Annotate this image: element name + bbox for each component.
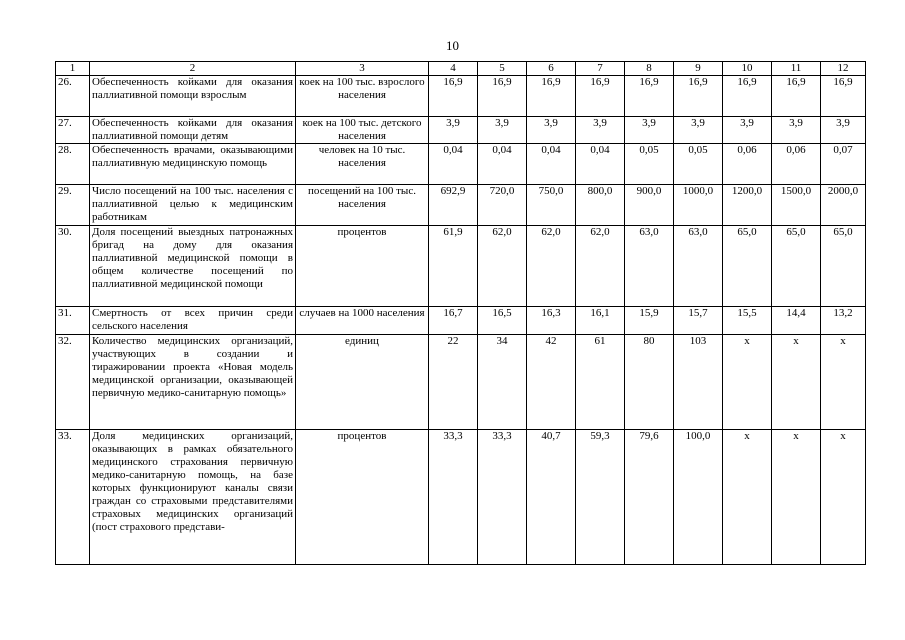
header-cell: 4 xyxy=(429,62,478,76)
value-cell: 3,9 xyxy=(576,117,625,144)
indicator-name: Доля медицинских организаций, оказывающих в рамках обязательного медицинского страхования первичную медико-санитарную помощь, на базе которых функционируют каналы связи граждан со страховыми представителями страховых медицинских организаций (пост страхового представи- xyxy=(90,430,296,565)
value-cell: 0,05 xyxy=(674,144,723,185)
value-cell: 59,3 xyxy=(576,430,625,565)
value-cell: 65,0 xyxy=(821,226,866,307)
value-cell: 62,0 xyxy=(478,226,527,307)
row-number: 30. xyxy=(56,226,90,307)
value-cell: х xyxy=(723,430,772,565)
value-cell: 16,9 xyxy=(429,76,478,117)
value-cell: 65,0 xyxy=(772,226,821,307)
value-cell: 16,9 xyxy=(576,76,625,117)
value-cell: 16,9 xyxy=(478,76,527,117)
unit-cell: человек на 10 тыс. населения xyxy=(296,144,429,185)
page-number: 10 xyxy=(446,38,459,53)
value-cell: 79,6 xyxy=(625,430,674,565)
value-cell: 33,3 xyxy=(478,430,527,565)
header-cell: 9 xyxy=(674,62,723,76)
header-cell: 1 xyxy=(56,62,90,76)
value-cell: 16,9 xyxy=(674,76,723,117)
value-cell: 3,9 xyxy=(478,117,527,144)
value-cell: 16,1 xyxy=(576,307,625,335)
header-cell: 5 xyxy=(478,62,527,76)
value-cell: х xyxy=(821,335,866,430)
header-cell: 11 xyxy=(772,62,821,76)
value-cell: х xyxy=(772,335,821,430)
header-cell: 8 xyxy=(625,62,674,76)
value-cell: 62,0 xyxy=(576,226,625,307)
value-cell: х xyxy=(723,335,772,430)
table-row xyxy=(56,335,866,430)
value-cell: 16,5 xyxy=(478,307,527,335)
value-cell: 3,9 xyxy=(821,117,866,144)
row-number: 26. xyxy=(56,76,90,117)
table-row xyxy=(56,117,866,144)
table-row xyxy=(56,144,866,185)
unit-cell: посещений на 100 тыс. населения xyxy=(296,185,429,226)
value-cell: 3,9 xyxy=(772,117,821,144)
value-cell: 900,0 xyxy=(625,185,674,226)
value-cell: 16,9 xyxy=(723,76,772,117)
indicator-name: Количество медицинских организаций, участвующих в создании и тиражировании проекта «Новая модель медицинской организации, оказывающей первичную медико-санитарную помощь» xyxy=(90,335,296,430)
value-cell: 0,04 xyxy=(576,144,625,185)
unit-cell: коек на 100 тыс. взрослого населения xyxy=(296,76,429,117)
value-cell: 16,7 xyxy=(429,307,478,335)
value-cell: 750,0 xyxy=(527,185,576,226)
row-number: 33. xyxy=(56,430,90,565)
indicator-name: Обеспеченность койками для оказания паллиативной помощи взрослым xyxy=(90,76,296,117)
value-cell: 13,2 xyxy=(821,307,866,335)
table-row xyxy=(56,430,866,565)
value-cell: 3,9 xyxy=(625,117,674,144)
value-cell: 65,0 xyxy=(723,226,772,307)
row-number: 31. xyxy=(56,307,90,335)
value-cell: 0,04 xyxy=(478,144,527,185)
indicator-name: Смертность от всех причин среди сельского населения xyxy=(90,307,296,335)
value-cell: 14,4 xyxy=(772,307,821,335)
value-cell: 0,04 xyxy=(527,144,576,185)
value-cell: 16,3 xyxy=(527,307,576,335)
header-cell: 2 xyxy=(90,62,296,76)
value-cell: 1000,0 xyxy=(674,185,723,226)
value-cell: х xyxy=(772,430,821,565)
value-cell: 34 xyxy=(478,335,527,430)
unit-cell: случаев на 1000 населения xyxy=(296,307,429,335)
value-cell: 0,05 xyxy=(625,144,674,185)
indicator-name: Обеспеченность койками для оказания паллиативной помощи детям xyxy=(90,117,296,144)
indicator-name: Обеспеченность врачами, оказывающими паллиативную медицинскую помощь xyxy=(90,144,296,185)
table-row xyxy=(56,307,866,335)
value-cell: 63,0 xyxy=(674,226,723,307)
indicator-name: Число посещений на 100 тыс. населения с паллиативной целью к медицинским работникам xyxy=(90,185,296,226)
value-cell: 103 xyxy=(674,335,723,430)
header-cell: 12 xyxy=(821,62,866,76)
header-cell: 3 xyxy=(296,62,429,76)
row-number: 32. xyxy=(56,335,90,430)
header-cell: 7 xyxy=(576,62,625,76)
value-cell: 1200,0 xyxy=(723,185,772,226)
value-cell: 63,0 xyxy=(625,226,674,307)
value-cell: 40,7 xyxy=(527,430,576,565)
value-cell: 16,9 xyxy=(772,76,821,117)
value-cell: 800,0 xyxy=(576,185,625,226)
unit-cell: единиц xyxy=(296,335,429,430)
value-cell: 33,3 xyxy=(429,430,478,565)
value-cell: 22 xyxy=(429,335,478,430)
value-cell: х xyxy=(821,430,866,565)
table-header-row xyxy=(56,62,866,76)
indicator-name: Доля посещений выездных патронажных бригад на дому для оказания паллиативной медицинской помощи в общем количестве посещений по паллиативной медицинской помощи xyxy=(90,226,296,307)
value-cell: 3,9 xyxy=(527,117,576,144)
value-cell: 16,9 xyxy=(527,76,576,117)
value-cell: 42 xyxy=(527,335,576,430)
header-cell: 10 xyxy=(723,62,772,76)
value-cell: 720,0 xyxy=(478,185,527,226)
value-cell: 100,0 xyxy=(674,430,723,565)
value-cell: 2000,0 xyxy=(821,185,866,226)
unit-cell: процентов xyxy=(296,430,429,565)
value-cell: 0,06 xyxy=(772,144,821,185)
unit-cell: коек на 100 тыс. детского населения xyxy=(296,117,429,144)
value-cell: 692,9 xyxy=(429,185,478,226)
value-cell: 61,9 xyxy=(429,226,478,307)
value-cell: 80 xyxy=(625,335,674,430)
value-cell: 3,9 xyxy=(429,117,478,144)
value-cell: 16,9 xyxy=(625,76,674,117)
header-cell: 6 xyxy=(527,62,576,76)
unit-cell: процентов xyxy=(296,226,429,307)
value-cell: 62,0 xyxy=(527,226,576,307)
value-cell: 0,06 xyxy=(723,144,772,185)
row-number: 28. xyxy=(56,144,90,185)
value-cell: 15,9 xyxy=(625,307,674,335)
value-cell: 15,5 xyxy=(723,307,772,335)
table-row xyxy=(56,226,866,307)
row-number: 29. xyxy=(56,185,90,226)
value-cell: 61 xyxy=(576,335,625,430)
value-cell: 3,9 xyxy=(723,117,772,144)
value-cell: 1500,0 xyxy=(772,185,821,226)
value-cell: 15,7 xyxy=(674,307,723,335)
value-cell: 3,9 xyxy=(674,117,723,144)
table-row xyxy=(56,76,866,117)
row-number: 27. xyxy=(56,117,90,144)
table-row xyxy=(56,185,866,226)
value-cell: 0,04 xyxy=(429,144,478,185)
indicators-table xyxy=(55,61,866,565)
value-cell: 0,07 xyxy=(821,144,866,185)
value-cell: 16,9 xyxy=(821,76,866,117)
